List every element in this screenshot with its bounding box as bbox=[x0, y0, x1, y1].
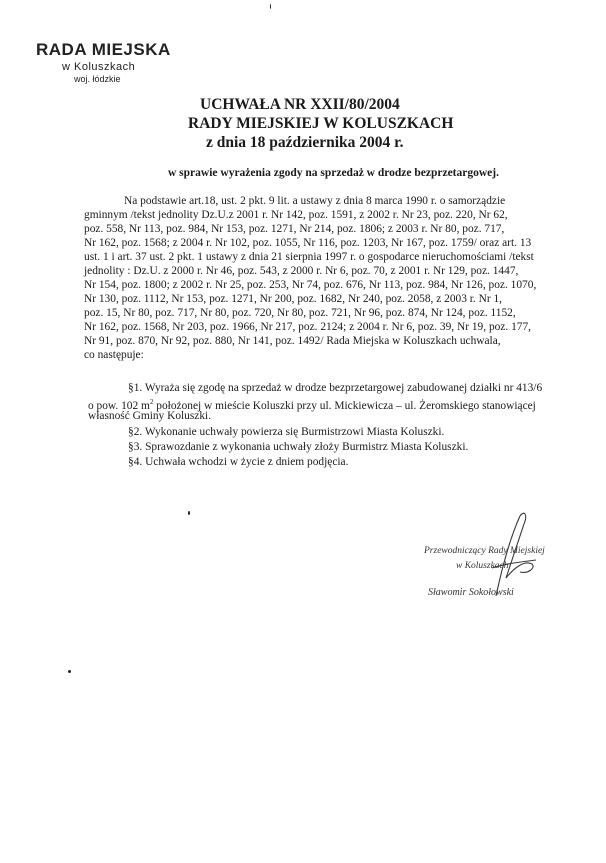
scan-speck bbox=[270, 4, 271, 9]
section-2: §2. Wykonanie uchwały powierza się Burmistrzowi Miasta Koluszki. bbox=[128, 426, 445, 438]
scan-speck bbox=[68, 670, 71, 673]
stamp-line-2: w Koluszkach bbox=[62, 61, 136, 73]
council-name: RADY MIEJSKIEJ W KOLUSZKACH bbox=[188, 115, 454, 132]
preamble-line: Nr 154, poz. 1800; z 2002 r. Nr 25, poz. 253, Nr 74, poz. 676, Nr 113, poz. 984, Nr 126, poz. 1070, bbox=[84, 279, 537, 291]
preamble-line: Nr 162, poz. 1568, Nr 203, poz. 1966, Nr 217, poz. 2124; z 2004 r. Nr 6, poz. 39, Nr 19, poz. 177, bbox=[84, 321, 532, 333]
resolution-number: UCHWAŁA NR XXII/80/2004 bbox=[200, 96, 400, 113]
stamp-line-3: woj. łódzkie bbox=[74, 74, 121, 84]
signatory-name: Sławomir Sokołowski bbox=[428, 587, 514, 598]
signature-title: Przewodniczący Rady Miejskiej bbox=[424, 546, 545, 556]
resolution-subject: w sprawie wyrażenia zgody na sprzedaż w drodze bezprzetargowej. bbox=[168, 167, 499, 179]
preamble-line: jednolity : Dz.U. z 2000 r. Nr 46, poz. 543, z 2000 r. Nr 6, poz. 70, z 2001 r. Nr 129, poz. 1447, bbox=[84, 265, 519, 277]
resolution-date: z dnia 18 października 2004 r. bbox=[206, 134, 404, 151]
preamble-line: Na podstawie art.18, ust. 2 pkt. 9 lit. a ustawy z dnia 8 marca 1990 r. o samorządzie bbox=[124, 195, 506, 207]
section-4: §4. Uchwała wchodzi w życie z dniem podjęcia. bbox=[128, 456, 349, 468]
section-1-location: położonej w mieście Koluszki przy ul. Mickiewicza – ul. Żeromskiego stanowiącej bbox=[153, 399, 536, 412]
signature-title-line-2: w Koluszkach bbox=[456, 561, 509, 571]
preamble-line: gminnym /tekst jednolity Dz.U.z 2001 r. Nr 142, poz. 1591, z 2002 r. Nr 23, poz. 220, Nr 62, bbox=[84, 209, 508, 221]
stamp-line-1: RADA MIEJSKA bbox=[36, 40, 171, 59]
section-1-area-unit-superscript: 2 bbox=[149, 398, 154, 406]
council-stamp bbox=[36, 40, 171, 84]
preamble-line: Nr 91, poz. 870, Nr 92, poz. 880, Nr 141, poz. 1492/ Rada Miejska w Koluszkach uchwala, bbox=[84, 335, 501, 347]
section-1-area: o pow. 102 m bbox=[88, 399, 150, 412]
preamble-line: poz. 15, Nr 80, poz. 717, Nr 80, poz. 720, Nr 80, poz. 721, Nr 96, poz. 874, Nr 124, poz. 1152, bbox=[84, 307, 516, 319]
preamble-line: poz. 558, Nr 113, poz. 984, Nr 153, poz. 1271, Nr 214, poz. 1806; z 2003 r. Nr 80, poz. 717, bbox=[84, 223, 505, 235]
section-3: §3. Sprawozdanie z wykonania uchwały złoży Burmistrz Miasta Koluszki. bbox=[128, 441, 469, 453]
preamble-line: Nr 130, poz. 1112, Nr 153, poz. 1271, Nr 200, poz. 1682, Nr 240, poz. 2058, z 2003 r. Nr 1, bbox=[84, 293, 503, 305]
section-1-line-1: §1. Wyraża się zgodę na sprzedaż w drodze bezprzetargowej zabudowanej działki nr 413/6 bbox=[128, 382, 543, 394]
scan-speck bbox=[188, 511, 190, 515]
section-1-line-3: własność Gminy Koluszki. bbox=[88, 410, 212, 422]
preamble-line: co następuje: bbox=[84, 349, 144, 361]
preamble-line: Nr 162, poz. 1568; z 2004 r. Nr 102, poz. 1055, Nr 116, poz. 1203, Nr 167, poz. 1759/ oraz art. 13 bbox=[84, 237, 532, 249]
preamble-line: ust. 1 i art. 37 ust. 2 pkt. 1 ustawy z dnia 21 sierpnia 1997 r. o gospodarce nieruchomościami /tekst bbox=[84, 251, 534, 263]
